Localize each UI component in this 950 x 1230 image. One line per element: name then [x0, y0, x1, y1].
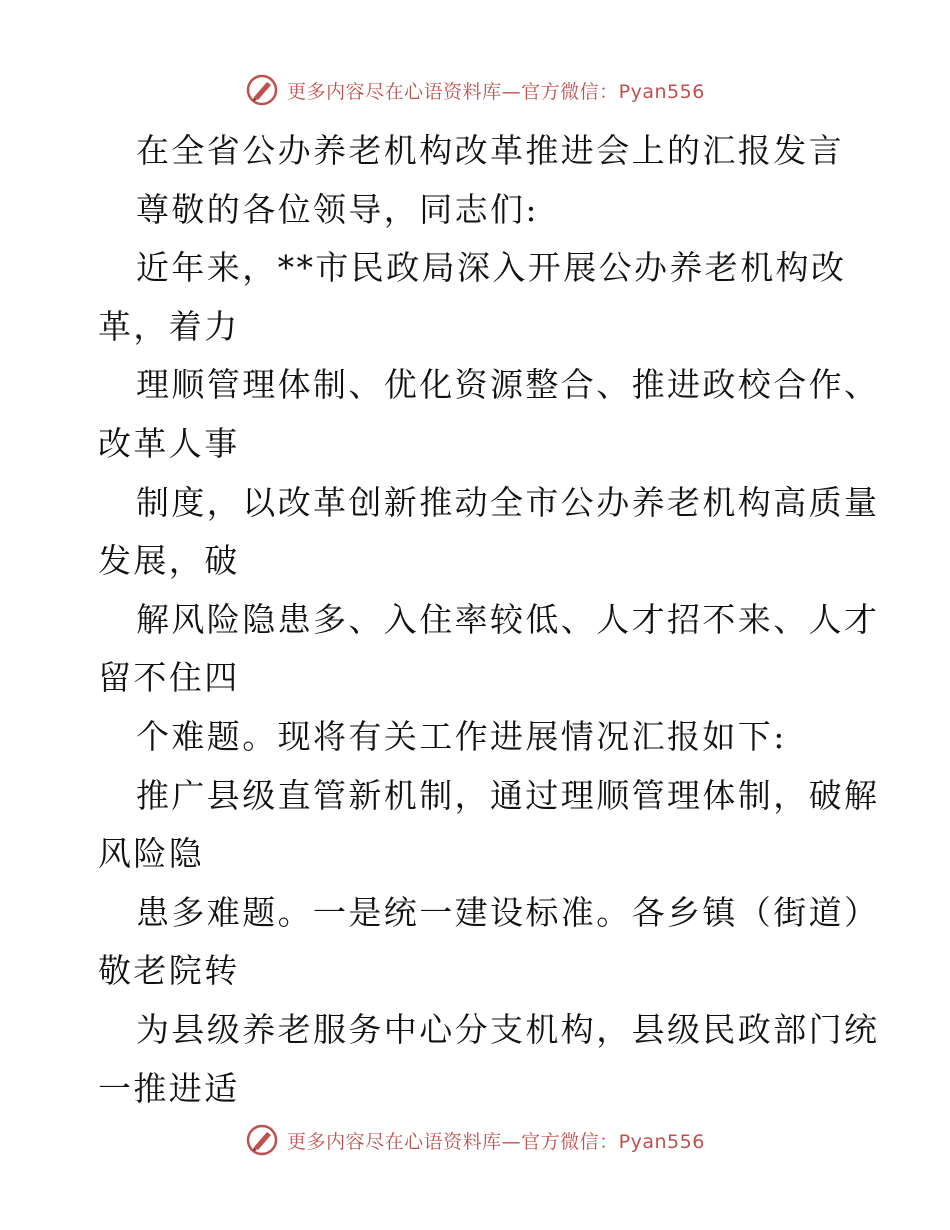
footer-banner-text: 更多内容尽在心语资料库—官方微信：Pyan556 [287, 1130, 705, 1153]
paragraph-line: 患多难题。一是统一建设标准。各乡镇（街道） [136, 892, 880, 932]
paragraph-line: 敬老院转 [98, 951, 240, 991]
pen-logo-icon [245, 1123, 279, 1157]
paragraph-line: 留不住四 [98, 658, 240, 698]
paragraph-line: 发展，破 [98, 541, 240, 581]
paragraph-line: 风险隐 [98, 834, 205, 874]
paragraph-line: 一推进适 [98, 1068, 240, 1108]
paragraph-line: 制度，以改革创新推动全市公办养老机构高质量 [136, 482, 880, 522]
paragraph-line: 个难题。现将有关工作进展情况汇报如下: [136, 716, 787, 756]
document-body [98, 122, 880, 1118]
paragraph-line: 推广县级直管新机制，通过理顺管理体制，破解 [136, 775, 880, 815]
paragraph-line: 近年来，**市民政局深入开展公办养老机构改 [136, 248, 847, 288]
header-banner-text: 更多内容尽在心语资料库—官方微信：Pyan556 [287, 80, 705, 103]
salutation: 尊敬的各位领导，同志们: [136, 189, 539, 229]
document-title: 在全省公办养老机构改革推进会上的汇报发言 [136, 131, 844, 170]
pen-logo-icon [245, 73, 279, 107]
paragraph-line: 改革人事 [98, 423, 240, 463]
paragraph-line: 为县级养老服务中心分支机构，县级民政部门统 [136, 1009, 880, 1049]
paragraph-line: 解风险隐患多、入住率较低、人才招不来、人才 [136, 599, 880, 639]
paragraph-line: 理顺管理体制、优化资源整合、推进政校合作、 [136, 365, 880, 405]
paragraph-line: 革，着力 [98, 306, 240, 346]
footer-banner [0, 1120, 950, 1160]
header-banner [0, 70, 950, 110]
